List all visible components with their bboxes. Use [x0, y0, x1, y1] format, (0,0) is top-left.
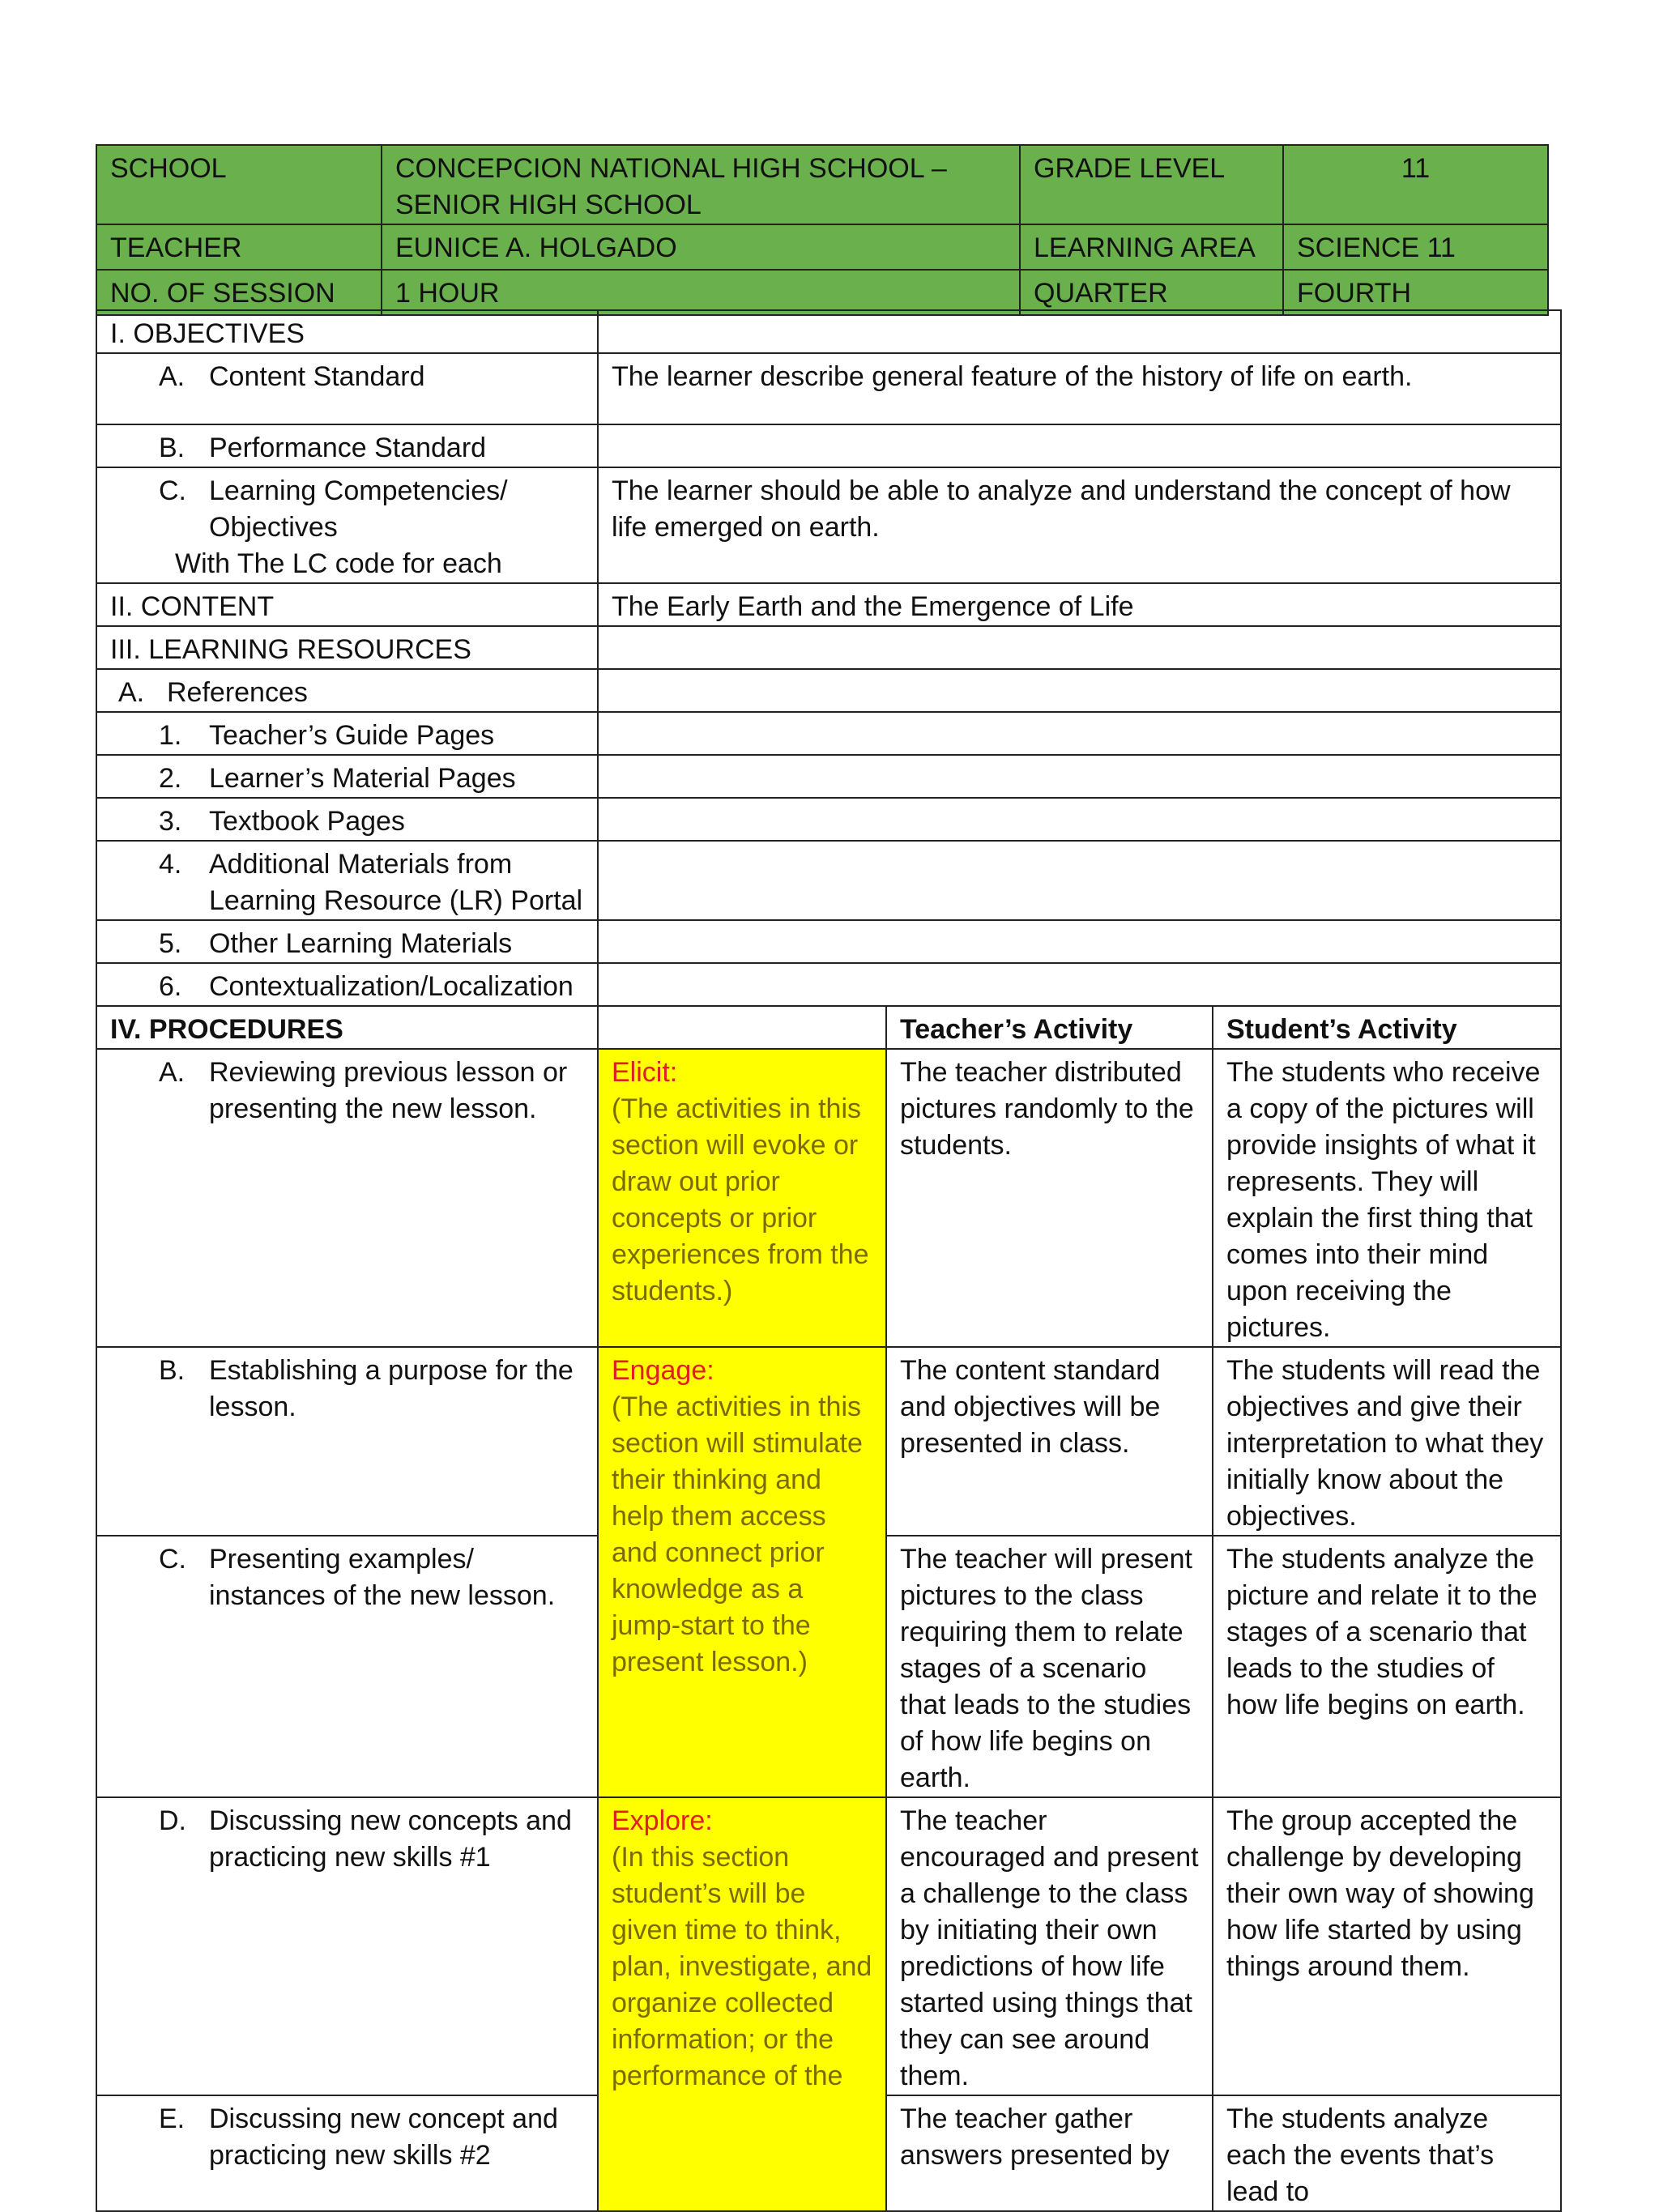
teacher-activity: The teacher distributed pictures randomly to the students.: [886, 1049, 1213, 1347]
competencies-extra: With The LC code for each: [175, 548, 502, 579]
resources-heading: III. LEARNING RESOURCES: [96, 626, 598, 669]
references-label: References: [167, 677, 308, 708]
competencies-label: Learning Competencies/ Objectives: [209, 475, 508, 543]
resource-item-label: Contextualization/Localization: [209, 971, 574, 1002]
engage-cell: [598, 1347, 886, 1797]
resource-item: 1. Teacher’s Guide Pages: [96, 712, 1561, 755]
elicit-title: Elicit:: [612, 1057, 678, 1088]
header-info-table: [96, 144, 1549, 316]
content-standard-label: Content Standard: [209, 361, 425, 392]
resource-item: 3. Textbook Pages: [96, 798, 1561, 841]
teacher-activity: The teacher gather answers presented by: [886, 2095, 1213, 2211]
elicit-cell: [598, 1049, 886, 1347]
resource-item-label: Other Learning Materials: [209, 928, 513, 959]
student-activity: The students analyze the picture and relate it to the stages of a scenario that leads to the studies of how life begins on earth.: [1213, 1536, 1561, 1797]
procedure-row-a: A. Reviewing previous lesson or presenting the new lesson. Elicit: (The activities in this section will evoke or draw out prior concepts or prior experiences from the students.) The teacher distributed pictures randomly to the students. The students who receive a copy of the pictures will provide insights of what it represents. They will explain the first thing that comes into their mind upon receiving the pictures.: [96, 1049, 1561, 1347]
student-activity: The students analyze each the events that’s lead to: [1213, 2095, 1561, 2211]
resource-item-label: Additional Materials from Learning Resource (LR) Portal: [209, 849, 583, 916]
teacher-activity-header: Teacher’s Activity: [886, 1006, 1213, 1049]
content-value: The Early Earth and the Emergence of Life: [598, 583, 1561, 626]
competencies-value: The learner should be able to analyze and understand the concept of how life emerged on earth.: [598, 467, 1561, 583]
content-heading: II. CONTENT: [96, 583, 598, 626]
resource-item: 2. Learner’s Material Pages: [96, 755, 1561, 798]
quarter-value: FOURTH: [1283, 270, 1548, 315]
procedure-row-c: C. Presenting examples/ instances of the new lesson. The teacher will present pictures to the class requiring them to relate stages of a scenario that leads to the studies of how life begins on earth. The students analyze the picture and relate it to the stages of a scenario that leads to the studies of how life begins on earth.: [96, 1536, 1561, 1797]
resource-item: 5. Other Learning Materials: [96, 920, 1561, 963]
school-value: CONCEPCION NATIONAL HIGH SCHOOL – SENIOR HIGH SCHOOL: [382, 145, 1020, 224]
resource-item: 4. Additional Materials from Learning Resource (LR) Portal: [96, 841, 1561, 920]
teacher-label: TEACHER: [96, 224, 382, 270]
content-standard-value: The learner describe general feature of the history of life on earth.: [598, 353, 1561, 424]
procedure-label: Reviewing previous lesson or presenting the new lesson.: [209, 1057, 568, 1124]
content-row: [96, 583, 1561, 626]
procedure-label: Establishing a purpose for the lesson.: [209, 1355, 574, 1422]
explore-title: Explore:: [612, 1805, 713, 1836]
content-standard-row: A. Content Standard The learner describe general feature of the history of life on earth.: [96, 353, 1561, 424]
elicit-desc: (The activities in this section will evoke or draw out prior concepts or prior experiences from the students.): [612, 1093, 869, 1306]
teacher-activity: The teacher encouraged and present a challenge to the class by initiating their own predictions of how life started using things that they can see around them.: [886, 1797, 1213, 2095]
teacher-activity: The content standard and objectives will be presented in class.: [886, 1347, 1213, 1536]
grade-label: GRADE LEVEL: [1020, 145, 1283, 224]
procedure-label: Discussing new concept and practicing new skills #2: [209, 2103, 558, 2171]
header-row-teacher: [96, 224, 1548, 270]
procedure-row-e: E. Discussing new concept and practicing new skills #2 The teacher gather answers presented by The students analyze each the events that’s lead to: [96, 2095, 1561, 2211]
header-row-session: [96, 270, 1548, 315]
procedure-row-b: B. Establishing a purpose for the lesson. Engage: (The activities in this section will stimulate their thinking and help them access and connect prior knowledge as a jump-start to the present lesson.) The content standard and objectives will be presented in class. The students will read the objectives and give their interpretation to what they initially know about the objectives.: [96, 1347, 1561, 1536]
resource-item-label: Teacher’s Guide Pages: [209, 720, 495, 751]
grade-value: 11: [1283, 145, 1548, 224]
student-activity: The group accepted the challenge by developing their own way of showing how life started by using things around them.: [1213, 1797, 1561, 2095]
engage-title: Engage:: [612, 1355, 714, 1386]
procedure-label: Discussing new concepts and practicing new skills #1: [209, 1805, 572, 1873]
performance-standard-label: Performance Standard: [209, 433, 487, 463]
teacher-activity: The teacher will present pictures to the class requiring them to relate stages of a scenario that leads to the studies of how life begins on earth.: [886, 1536, 1213, 1797]
area-label: LEARNING AREA: [1020, 224, 1283, 270]
performance-standard-value: [598, 424, 1561, 467]
session-value: 1 HOUR: [382, 270, 1020, 315]
performance-standard-row: B. Performance Standard: [96, 424, 1561, 467]
procedures-heading-row: [96, 1006, 1561, 1049]
session-label: NO. OF SESSION: [96, 270, 382, 315]
explore-cell: [598, 1797, 886, 2211]
student-activity-header: Student’s Activity: [1213, 1006, 1561, 1049]
lesson-plan-table: [96, 309, 1562, 2212]
teacher-value: EUNICE A. HOLGADO: [382, 224, 1020, 270]
references-row: A. References: [96, 669, 1561, 712]
resource-item: 6. Contextualization/Localization: [96, 963, 1561, 1006]
procedure-label: Presenting examples/ instances of the new lesson.: [209, 1544, 556, 1611]
student-activity: The students will read the objectives and give their interpretation to what they initially know about the objectives.: [1213, 1347, 1561, 1536]
resource-item-label: Textbook Pages: [209, 806, 405, 837]
procedures-heading: IV. PROCEDURES: [96, 1006, 598, 1049]
engage-desc: (The activities in this section will stimulate their thinking and help them access and connect prior knowledge as a jump-start to the present lesson.): [612, 1392, 863, 1677]
school-label: SCHOOL: [96, 145, 382, 224]
resource-item-label: Learner’s Material Pages: [209, 763, 516, 794]
area-value: SCIENCE 11: [1283, 224, 1548, 270]
header-row-school: [96, 145, 1548, 224]
resources-heading-row: [96, 626, 1561, 669]
procedure-row-d: D. Discussing new concepts and practicing new skills #1 Explore: (In this section student’s will be given time to think, plan, investigate, and organize collected information; or the performance of the The teacher encouraged and present a challenge to the class by initiating their own predictions of how life started using things that they can see around them. The group accepted the challenge by developing their own way of showing how life started by using things around them.: [96, 1797, 1561, 2095]
competencies-row: C. Learning Competencies/ Objectives With The LC code for each The learner should be able to analyze and understand the concept of how life emerged on earth.: [96, 467, 1561, 583]
objectives-heading-row: [96, 310, 1561, 353]
objectives-heading: I. OBJECTIVES: [96, 310, 598, 353]
explore-desc: (In this section student’s will be given time to think, plan, investigate, and organize collected information; or the performance of the: [612, 1842, 872, 2091]
student-activity: The students who receive a copy of the pictures will provide insights of what it represents. They will explain the first thing that comes into their mind upon receiving the pictures.: [1213, 1049, 1561, 1347]
quarter-label: QUARTER: [1020, 270, 1283, 315]
